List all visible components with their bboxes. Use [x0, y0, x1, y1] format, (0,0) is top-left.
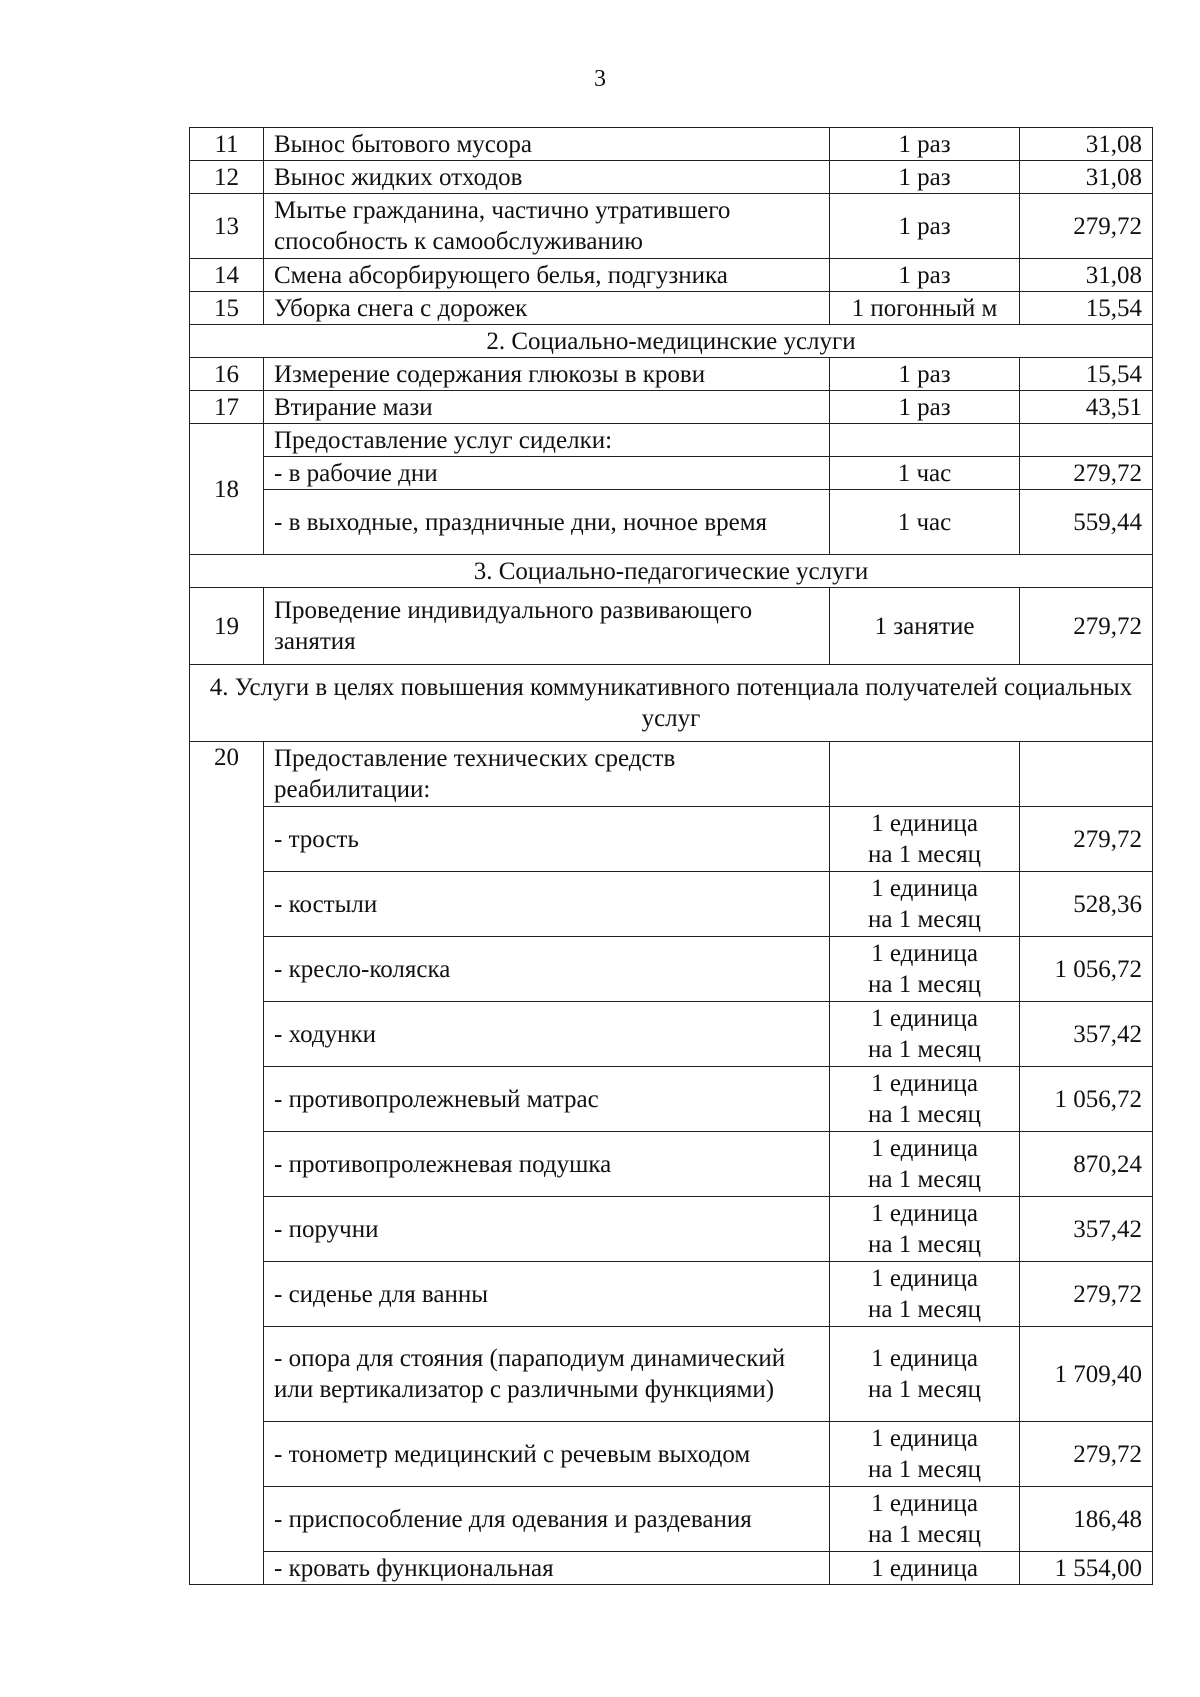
service-unit: 1 раз	[830, 259, 1020, 292]
table-row	[190, 490, 1153, 555]
service-name: Уборка снега с дорожек	[264, 292, 830, 325]
table-row	[190, 1002, 1153, 1067]
service-unit: 1 раз	[830, 391, 1020, 424]
service-name: Втирание мази	[264, 391, 830, 424]
item-price: 279,72	[1020, 1422, 1153, 1487]
service-unit: 1 раз	[830, 194, 1020, 259]
service-unit-empty	[830, 424, 1020, 457]
item-price: 1 056,72	[1020, 1067, 1153, 1132]
table-row	[190, 1422, 1153, 1487]
table-row	[190, 1552, 1153, 1585]
service-price: 15,54	[1020, 292, 1153, 325]
item-name: - поручни	[264, 1197, 830, 1262]
row-number: 13	[190, 194, 264, 259]
service-name: Измерение содержания глюкозы в крови	[264, 358, 830, 391]
table-row	[190, 1132, 1153, 1197]
item-unit: 1 единица на 1 месяц	[830, 1002, 1020, 1067]
row-number: 11	[190, 128, 264, 161]
service-price-empty	[1020, 424, 1153, 457]
section-row	[190, 325, 1153, 358]
service-name: Вынос бытового мусора	[264, 128, 830, 161]
service-price: 279,72	[1020, 194, 1153, 259]
row-number: 20	[190, 742, 264, 1585]
table-row	[190, 358, 1153, 391]
item-name: - трость	[264, 807, 830, 872]
service-price: 31,08	[1020, 128, 1153, 161]
service-price: 279,72	[1020, 588, 1153, 665]
row-number: 15	[190, 292, 264, 325]
table-row	[190, 161, 1153, 194]
table-row	[190, 128, 1153, 161]
table-row	[190, 588, 1153, 665]
table-row	[190, 937, 1153, 1002]
table-row	[190, 1487, 1153, 1552]
item-name: - тонометр медицинский с речевым выходом	[264, 1422, 830, 1487]
item-unit: 1 единица на 1 месяц	[830, 1197, 1020, 1262]
item-price: 186,48	[1020, 1487, 1153, 1552]
item-price: 357,42	[1020, 1197, 1153, 1262]
table-row	[190, 259, 1153, 292]
item-name: - кресло-коляска	[264, 937, 830, 1002]
item-name: - опора для стояния (параподиум динамический или вертикализатор с различными функциями)	[264, 1327, 830, 1422]
item-unit: 1 единица на 1 месяц	[830, 872, 1020, 937]
section-row	[190, 665, 1153, 742]
table-row	[190, 391, 1153, 424]
item-name: - сиденье для ванны	[264, 1262, 830, 1327]
table-row	[190, 807, 1153, 872]
item-price: 870,24	[1020, 1132, 1153, 1197]
table-row	[190, 1327, 1153, 1422]
service-price: 31,08	[1020, 259, 1153, 292]
row-number: 16	[190, 358, 264, 391]
service-unit: 1 погонный м	[830, 292, 1020, 325]
service-unit: 1 раз	[830, 358, 1020, 391]
item-price: 357,42	[1020, 1002, 1153, 1067]
item-unit: 1 единица на 1 месяц	[830, 807, 1020, 872]
item-name: - ходунки	[264, 1002, 830, 1067]
item-price: 1 554,00	[1020, 1552, 1153, 1585]
table-row	[190, 1067, 1153, 1132]
item-unit: 1 единица на 1 месяц	[830, 1262, 1020, 1327]
row-number: 17	[190, 391, 264, 424]
item-name: - противопролежневая подушка	[264, 1132, 830, 1197]
item-unit: 1 единица на 1 месяц	[830, 1067, 1020, 1132]
item-unit: 1 единица на 1 месяц	[830, 1327, 1020, 1422]
row-number: 18	[190, 424, 264, 555]
item-unit: 1 единица на 1 месяц	[830, 1422, 1020, 1487]
item-price: 1 056,72	[1020, 937, 1153, 1002]
service-unit: 1 раз	[830, 128, 1020, 161]
section-heading: 4. Услуги в целях повышения коммуникативного потенциала получателей социальных услуг	[190, 665, 1153, 742]
service-price: 279,72	[1020, 457, 1153, 490]
table-row	[190, 424, 1153, 457]
item-name: - противопролежневый матрас	[264, 1067, 830, 1132]
item-unit: 1 единица на 1 месяц	[830, 1132, 1020, 1197]
service-name: - в выходные, праздничные дни, ночное время	[264, 490, 830, 555]
service-name: Смена абсорбирующего белья, подгузника	[264, 259, 830, 292]
service-unit: 1 час	[830, 457, 1020, 490]
service-price: 559,44	[1020, 490, 1153, 555]
item-name: - приспособление для одевания и раздевания	[264, 1487, 830, 1552]
service-price-empty	[1020, 742, 1153, 807]
item-price: 279,72	[1020, 807, 1153, 872]
table-row	[190, 1262, 1153, 1327]
service-unit: 1 занятие	[830, 588, 1020, 665]
item-name: - костыли	[264, 872, 830, 937]
item-price: 1 709,40	[1020, 1327, 1153, 1422]
table-row	[190, 457, 1153, 490]
service-price: 31,08	[1020, 161, 1153, 194]
service-price: 43,51	[1020, 391, 1153, 424]
section-heading: 2. Социально-медицинские услуги	[190, 325, 1153, 358]
service-name: Мытье гражданина, частично утратившего способность к самообслуживанию	[264, 194, 830, 259]
table-row	[190, 194, 1153, 259]
item-name: - кровать функциональная	[264, 1552, 830, 1585]
section-heading: 3. Социально-педагогические услуги	[190, 555, 1153, 588]
row-number: 19	[190, 588, 264, 665]
service-name: Проведение индивидуального развивающего занятия	[264, 588, 830, 665]
item-unit: 1 единица на 1 месяц	[830, 937, 1020, 1002]
service-unit: 1 час	[830, 490, 1020, 555]
table-row	[190, 742, 1153, 807]
service-name: Вынос жидких отходов	[264, 161, 830, 194]
page-number: 3	[594, 66, 606, 92]
service-unit: 1 раз	[830, 161, 1020, 194]
services-price-table	[189, 127, 1153, 1585]
table-row	[190, 1197, 1153, 1262]
service-name: Предоставление услуг сиделки:	[264, 424, 830, 457]
item-price: 528,36	[1020, 872, 1153, 937]
item-price: 279,72	[1020, 1262, 1153, 1327]
item-unit: 1 единица	[830, 1552, 1020, 1585]
section-row	[190, 555, 1153, 588]
table-row	[190, 292, 1153, 325]
item-unit: 1 единица на 1 месяц	[830, 1487, 1020, 1552]
table-row	[190, 872, 1153, 937]
row-number: 14	[190, 259, 264, 292]
service-price: 15,54	[1020, 358, 1153, 391]
row-number: 12	[190, 161, 264, 194]
service-unit-empty	[830, 742, 1020, 807]
service-name: Предоставление технических средств реабилитации:	[264, 742, 830, 807]
service-name: - в рабочие дни	[264, 457, 830, 490]
